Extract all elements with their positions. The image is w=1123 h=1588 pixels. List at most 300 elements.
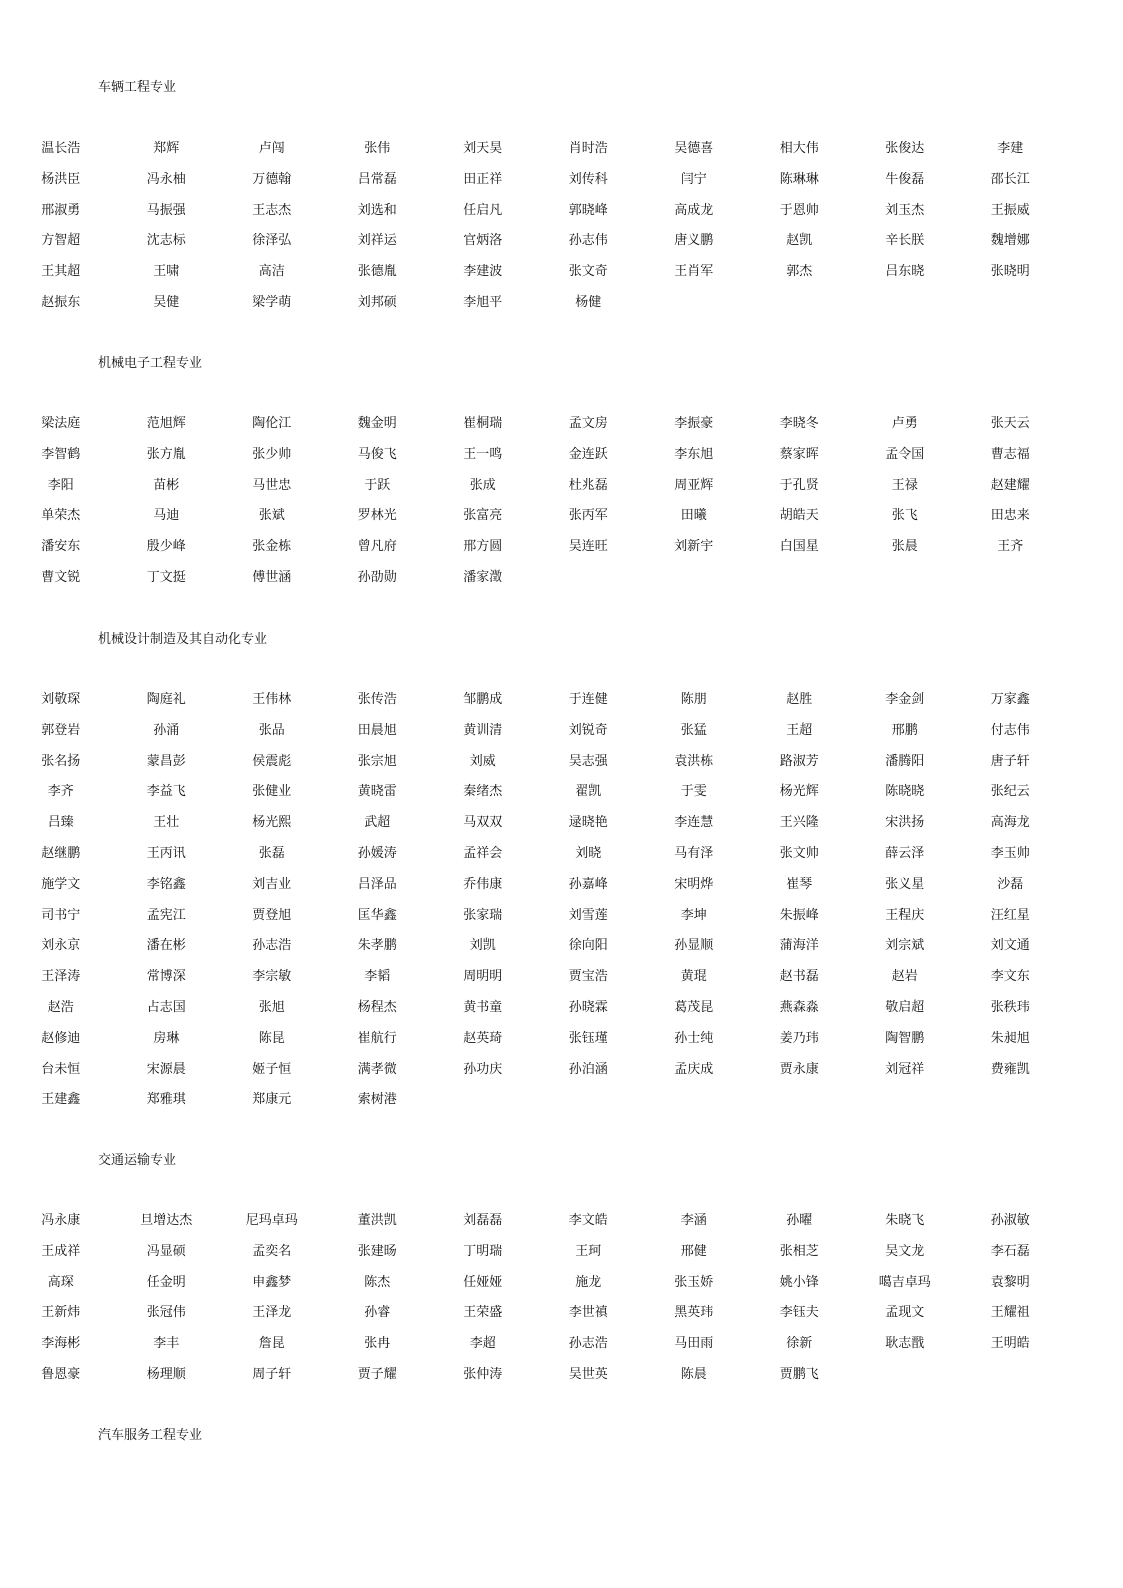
student-name: 相大伟 bbox=[779, 141, 819, 156]
student-name: 占志国 bbox=[146, 999, 186, 1015]
student-name: 刘冠祥 bbox=[885, 1061, 925, 1077]
student-name: 王荣盛 bbox=[463, 1305, 503, 1321]
student-name: 朱孝鹏 bbox=[357, 938, 397, 954]
student-name: 孙媛涛 bbox=[357, 845, 397, 861]
student-name: 刘文通 bbox=[990, 938, 1030, 954]
student-name: 旦增达杰 bbox=[140, 1213, 193, 1228]
student-name: 万家鑫 bbox=[990, 692, 1030, 707]
student-name: 孙泊涵 bbox=[568, 1061, 608, 1077]
student-name: 刘磊磊 bbox=[463, 1213, 503, 1228]
student-name: 张猛 bbox=[680, 722, 707, 738]
student-name: 崔桐瑞 bbox=[463, 416, 503, 431]
section-title-mechatronics: 机械电子工程专业 bbox=[98, 356, 203, 371]
student-name: 赵胜 bbox=[786, 692, 813, 707]
student-name: 索树港 bbox=[357, 1092, 397, 1108]
student-name: 崔琴 bbox=[786, 876, 813, 892]
student-name: 陶智鹏 bbox=[885, 1030, 925, 1046]
student-name: 孙志伟 bbox=[568, 233, 608, 249]
student-name: 闫宁 bbox=[680, 171, 707, 187]
student-name: 张秩玮 bbox=[990, 999, 1030, 1015]
student-name: 冯显硕 bbox=[146, 1243, 186, 1259]
student-name: 翟凯 bbox=[575, 784, 602, 800]
student-name: 潘安东 bbox=[41, 539, 81, 555]
student-name: 郑雅琪 bbox=[146, 1092, 186, 1108]
student-name: 张富亮 bbox=[463, 508, 503, 524]
student-name: 孟现文 bbox=[885, 1305, 925, 1321]
student-name: 敬启超 bbox=[885, 999, 925, 1015]
student-name: 孟祥会 bbox=[463, 845, 503, 861]
student-name: 张钰瑾 bbox=[568, 1030, 608, 1046]
student-name: 徐泽弘 bbox=[252, 233, 292, 249]
student-name: 孙士纯 bbox=[674, 1030, 714, 1046]
student-name: 李世禛 bbox=[568, 1305, 608, 1321]
student-name: 卢勇 bbox=[891, 416, 918, 431]
student-name: 李玉帅 bbox=[990, 845, 1030, 861]
student-name: 田晨旭 bbox=[357, 722, 397, 738]
student-name: 张旭 bbox=[258, 999, 285, 1015]
student-name: 贾登旭 bbox=[252, 907, 292, 923]
student-name: 施龙 bbox=[575, 1274, 602, 1290]
student-name: 秦绪杰 bbox=[463, 784, 503, 800]
student-name: 张义星 bbox=[885, 876, 925, 892]
student-name: 李建波 bbox=[463, 264, 503, 280]
student-name: 孙显顺 bbox=[674, 938, 714, 954]
student-name: 姬子恒 bbox=[252, 1061, 292, 1077]
student-name: 陶伦江 bbox=[252, 416, 292, 431]
student-name: 袁黎明 bbox=[990, 1274, 1030, 1290]
student-name: 高成龙 bbox=[674, 202, 714, 218]
student-name: 任启凡 bbox=[463, 202, 503, 218]
student-name: 刘吉业 bbox=[252, 876, 292, 892]
student-name: 李晓冬 bbox=[779, 416, 819, 431]
student-name: 王振威 bbox=[990, 202, 1030, 218]
student-name: 姚小锋 bbox=[779, 1274, 819, 1290]
student-name: 张伟 bbox=[364, 141, 391, 156]
student-name: 丁文挺 bbox=[146, 569, 186, 585]
student-name: 陈杰 bbox=[364, 1274, 391, 1290]
student-name: 王珂 bbox=[575, 1243, 602, 1259]
student-name: 台未恒 bbox=[41, 1061, 81, 1077]
student-name: 徐新 bbox=[786, 1336, 813, 1352]
student-name: 武超 bbox=[364, 815, 391, 831]
student-name: 郭杰 bbox=[786, 264, 813, 280]
student-name: 任金明 bbox=[146, 1274, 186, 1290]
student-name: 吕泽品 bbox=[357, 876, 397, 892]
section-title-transportation: 交通运输专业 bbox=[98, 1153, 177, 1168]
student-name: 李涵 bbox=[680, 1213, 707, 1228]
student-name: 张建旸 bbox=[357, 1243, 397, 1259]
student-name: 王建鑫 bbox=[41, 1092, 81, 1108]
student-name: 辛长朕 bbox=[885, 233, 925, 249]
student-name: 施学文 bbox=[41, 876, 81, 892]
student-name: 冯永康 bbox=[41, 1213, 81, 1228]
student-name: 王肖军 bbox=[674, 264, 714, 280]
student-name: 吴连旺 bbox=[568, 539, 608, 555]
student-name: 唐义鹏 bbox=[674, 233, 714, 249]
student-name: 李超 bbox=[469, 1336, 496, 1352]
student-name: 李连慧 bbox=[674, 815, 714, 831]
student-name: 张文帅 bbox=[779, 845, 819, 861]
student-name: 于连健 bbox=[568, 692, 608, 707]
student-name: 魏金明 bbox=[357, 416, 397, 431]
name-grid-mechanical-design bbox=[8, 690, 1063, 1121]
student-name: 姜乃玮 bbox=[779, 1030, 819, 1046]
student-name: 李东旭 bbox=[674, 446, 714, 462]
student-name: 李韬 bbox=[364, 969, 391, 985]
student-name: 范旭辉 bbox=[146, 416, 186, 431]
student-name: 邵长江 bbox=[990, 171, 1030, 187]
student-name: 张纪云 bbox=[990, 784, 1030, 800]
student-name: 周子轩 bbox=[252, 1366, 292, 1382]
student-name: 魏增娜 bbox=[990, 233, 1030, 249]
student-name: 张传浩 bbox=[357, 692, 397, 707]
student-name: 王成祥 bbox=[41, 1243, 81, 1259]
student-name: 赵英琦 bbox=[463, 1030, 503, 1046]
student-name: 孟文房 bbox=[568, 416, 608, 431]
student-name: 任娅娅 bbox=[463, 1274, 503, 1290]
student-name: 孙曜 bbox=[786, 1213, 813, 1228]
student-name: 刘传科 bbox=[568, 171, 608, 187]
student-name: 于恩帅 bbox=[779, 202, 819, 218]
student-name: 邹鹏成 bbox=[463, 692, 503, 707]
student-name: 杨程杰 bbox=[357, 999, 397, 1015]
student-name: 苗彬 bbox=[153, 477, 180, 493]
student-name: 陈晓晓 bbox=[885, 784, 925, 800]
student-name: 沙磊 bbox=[997, 876, 1024, 892]
student-name: 刘邦硕 bbox=[357, 294, 397, 310]
student-name: 马迪 bbox=[153, 508, 180, 524]
student-name: 费雍凯 bbox=[990, 1061, 1030, 1077]
student-name: 司书宁 bbox=[41, 907, 81, 923]
student-name: 李益飞 bbox=[146, 784, 186, 800]
student-name: 李石磊 bbox=[990, 1243, 1030, 1259]
student-name: 梁学萌 bbox=[252, 294, 292, 310]
student-name: 吴世英 bbox=[568, 1366, 608, 1382]
student-name: 胡皓天 bbox=[779, 508, 819, 524]
student-name: 黄琨 bbox=[680, 969, 707, 985]
student-name: 郑康元 bbox=[252, 1092, 292, 1108]
student-name: 张俊达 bbox=[885, 141, 925, 156]
student-name: 赵书磊 bbox=[779, 969, 819, 985]
student-name: 王禄 bbox=[891, 477, 918, 493]
student-name: 王其超 bbox=[41, 264, 81, 280]
student-name: 孙功庆 bbox=[463, 1061, 503, 1077]
student-name: 刘敬琛 bbox=[41, 692, 81, 707]
student-name: 徐向阳 bbox=[568, 938, 608, 954]
student-name: 张玉娇 bbox=[674, 1274, 714, 1290]
student-name: 黄晓雷 bbox=[357, 784, 397, 800]
student-name: 刘威 bbox=[469, 753, 496, 769]
student-name: 王啸 bbox=[153, 264, 180, 280]
student-name: 宋明烨 bbox=[674, 876, 714, 892]
student-name: 王伟林 bbox=[252, 692, 292, 707]
student-name: 王壮 bbox=[153, 815, 180, 831]
student-name: 沈志标 bbox=[146, 233, 186, 249]
student-name: 匡华鑫 bbox=[357, 907, 397, 923]
student-name: 汪红星 bbox=[990, 907, 1030, 923]
student-name: 傅世涵 bbox=[252, 569, 292, 585]
student-name: 吕常磊 bbox=[357, 171, 397, 187]
student-name: 贾宝浩 bbox=[568, 969, 608, 985]
student-name: 刘祥运 bbox=[357, 233, 397, 249]
student-name: 孟奕名 bbox=[252, 1243, 292, 1259]
student-name: 高洁 bbox=[258, 264, 285, 280]
student-name: 张成 bbox=[469, 477, 496, 493]
student-name: 袁洪栋 bbox=[674, 753, 714, 769]
student-name: 鲁恩豪 bbox=[41, 1366, 81, 1382]
student-name: 方智超 bbox=[41, 233, 81, 249]
student-name: 吴健 bbox=[153, 294, 180, 310]
student-name: 丁明瑞 bbox=[463, 1243, 503, 1259]
student-name: 张飞 bbox=[891, 508, 918, 524]
student-name: 孙淑敏 bbox=[990, 1213, 1030, 1228]
student-name: 孟庆成 bbox=[674, 1061, 714, 1077]
student-name: 高琛 bbox=[47, 1274, 74, 1290]
student-name: 张冉 bbox=[364, 1336, 391, 1352]
student-name: 耿志戬 bbox=[885, 1336, 925, 1352]
student-name: 王一鸣 bbox=[463, 446, 503, 462]
student-name: 蒙昌彭 bbox=[146, 753, 186, 769]
student-name: 刘玉杰 bbox=[885, 202, 925, 218]
student-name: 贾永康 bbox=[779, 1061, 819, 1077]
student-name: 李旭平 bbox=[463, 294, 503, 310]
student-name: 李钰夫 bbox=[779, 1305, 819, 1321]
student-name: 常博深 bbox=[146, 969, 186, 985]
student-name: 杨理顺 bbox=[146, 1366, 186, 1382]
student-name: 于跃 bbox=[364, 477, 391, 493]
student-name: 卢闯 bbox=[258, 141, 285, 156]
student-name: 吕东晓 bbox=[885, 264, 925, 280]
student-name: 陈琳琳 bbox=[779, 171, 819, 187]
student-name: 蒲海洋 bbox=[779, 938, 819, 954]
student-name: 黄训清 bbox=[463, 722, 503, 738]
student-name: 郭晓峰 bbox=[568, 202, 608, 218]
student-name: 蔡家晖 bbox=[779, 446, 819, 462]
student-name: 侯震彪 bbox=[252, 753, 292, 769]
student-name: 张少帅 bbox=[252, 446, 292, 462]
student-name: 陶庭礼 bbox=[146, 692, 186, 707]
student-name: 宋洪扬 bbox=[885, 815, 925, 831]
student-name: 马俊飞 bbox=[357, 446, 397, 462]
student-name: 马振强 bbox=[146, 202, 186, 218]
student-name: 曹志福 bbox=[990, 446, 1030, 462]
student-name: 孙晓霖 bbox=[568, 999, 608, 1015]
student-name: 王齐 bbox=[997, 539, 1024, 555]
student-name: 刘雪莲 bbox=[568, 907, 608, 923]
student-name: 张文奇 bbox=[568, 264, 608, 280]
student-name: 李宗敏 bbox=[252, 969, 292, 985]
student-name: 王志杰 bbox=[252, 202, 292, 218]
student-name: 陈朋 bbox=[680, 692, 707, 707]
student-name: 田忠来 bbox=[990, 508, 1030, 524]
student-name: 李振豪 bbox=[674, 416, 714, 431]
student-name: 李建 bbox=[997, 141, 1024, 156]
student-name: 高海龙 bbox=[990, 815, 1030, 831]
name-grid-vehicle-engineering bbox=[8, 139, 1063, 324]
student-name: 金连跃 bbox=[568, 446, 608, 462]
student-name: 朱振峰 bbox=[779, 907, 819, 923]
student-name: 冯永柚 bbox=[146, 171, 186, 187]
student-name: 路淑芳 bbox=[779, 753, 819, 769]
student-name: 王耀祖 bbox=[990, 1305, 1030, 1321]
student-name: 赵振东 bbox=[41, 294, 81, 310]
student-name: 赵继鹏 bbox=[41, 845, 81, 861]
student-name: 付志伟 bbox=[990, 722, 1030, 738]
student-name: 张晓明 bbox=[990, 264, 1030, 280]
student-name: 满孝微 bbox=[357, 1061, 397, 1077]
student-name: 孙睿 bbox=[364, 1305, 391, 1321]
student-name: 杨洪臣 bbox=[41, 171, 81, 187]
student-name: 李文皓 bbox=[568, 1213, 608, 1228]
student-name: 贾鹏飞 bbox=[779, 1366, 819, 1382]
section-title-vehicle-engineering: 车辆工程专业 bbox=[98, 80, 177, 95]
student-name: 郑辉 bbox=[153, 141, 180, 156]
student-name: 张晨 bbox=[891, 539, 918, 555]
student-name: 张金栋 bbox=[252, 539, 292, 555]
student-name: 潘家澂 bbox=[463, 569, 503, 585]
student-name: 刘宗斌 bbox=[885, 938, 925, 954]
student-name: 王超 bbox=[786, 722, 813, 738]
student-name: 单荣杰 bbox=[41, 508, 81, 524]
name-grid-mechatronics bbox=[8, 414, 1063, 599]
student-name: 王程庆 bbox=[885, 907, 925, 923]
student-name: 张天云 bbox=[990, 416, 1030, 431]
student-name: 田曦 bbox=[680, 508, 707, 524]
student-name: 孙涌 bbox=[153, 722, 180, 738]
student-name: 孙劭勋 bbox=[357, 569, 397, 585]
student-name: 孟宪江 bbox=[146, 907, 186, 923]
student-name: 罗林光 bbox=[357, 508, 397, 524]
student-name: 申鑫梦 bbox=[252, 1274, 292, 1290]
student-name: 殷少峰 bbox=[146, 539, 186, 555]
student-name: 白国星 bbox=[779, 539, 819, 555]
student-name: 赵凯 bbox=[786, 233, 813, 249]
student-name: 于雯 bbox=[680, 784, 707, 800]
student-name: 孙志浩 bbox=[252, 938, 292, 954]
student-name: 薛云泽 bbox=[885, 845, 925, 861]
student-name: 马世忠 bbox=[252, 477, 292, 493]
student-name: 王泽涛 bbox=[41, 969, 81, 985]
student-name: 牛俊磊 bbox=[885, 171, 925, 187]
section-title-mechanical-design: 机械设计制造及其自动化专业 bbox=[98, 632, 268, 647]
student-name: 李阳 bbox=[47, 477, 74, 493]
student-name: 于孔贤 bbox=[779, 477, 819, 493]
student-name: 王兴隆 bbox=[779, 815, 819, 831]
student-name: 孙嘉峰 bbox=[568, 876, 608, 892]
student-name: 张名扬 bbox=[41, 753, 81, 769]
student-name: 赵修迪 bbox=[41, 1030, 81, 1046]
student-name: 马田雨 bbox=[674, 1336, 714, 1352]
student-name: 李海彬 bbox=[41, 1336, 81, 1352]
student-name: 葛茂昆 bbox=[674, 999, 714, 1015]
student-name: 曾凡府 bbox=[357, 539, 397, 555]
student-name: 董洪凯 bbox=[357, 1213, 397, 1228]
name-grid-transportation bbox=[8, 1211, 1063, 1396]
student-name: 刘新宇 bbox=[674, 539, 714, 555]
student-name: 张丙军 bbox=[568, 508, 608, 524]
student-name: 孙志浩 bbox=[568, 1336, 608, 1352]
student-name: 张健业 bbox=[252, 784, 292, 800]
student-name: 温长浩 bbox=[41, 141, 81, 156]
student-name: 刘永京 bbox=[41, 938, 81, 954]
student-name: 乔伟康 bbox=[463, 876, 503, 892]
student-name: 朱晓飞 bbox=[885, 1213, 925, 1228]
student-name: 张磊 bbox=[258, 845, 285, 861]
student-name: 贾子耀 bbox=[357, 1366, 397, 1382]
student-name: 杨健 bbox=[575, 294, 602, 310]
student-name: 王泽龙 bbox=[252, 1305, 292, 1321]
student-name: 梁法庭 bbox=[41, 416, 81, 431]
student-name: 邢健 bbox=[680, 1243, 707, 1259]
section-title-automotive-service: 汽车服务工程专业 bbox=[98, 1428, 203, 1443]
student-name: 逯晓艳 bbox=[568, 815, 608, 831]
student-name: 潘腾阳 bbox=[885, 753, 925, 769]
student-name: 张家瑞 bbox=[463, 907, 503, 923]
student-name: 李齐 bbox=[47, 784, 74, 800]
student-name: 张方胤 bbox=[146, 446, 186, 462]
student-name: 李文东 bbox=[990, 969, 1030, 985]
student-name: 房琳 bbox=[153, 1030, 180, 1046]
student-name: 周亚辉 bbox=[674, 477, 714, 493]
student-name: 刘天昊 bbox=[463, 141, 503, 156]
student-name: 万德翰 bbox=[252, 171, 292, 187]
student-name: 赵建耀 bbox=[990, 477, 1030, 493]
student-name: 马双双 bbox=[463, 815, 503, 831]
student-name: 潘在彬 bbox=[146, 938, 186, 954]
student-name: 周明明 bbox=[463, 969, 503, 985]
student-name: 李丰 bbox=[153, 1336, 180, 1352]
student-name: 赵浩 bbox=[47, 999, 74, 1015]
student-name: 张冠伟 bbox=[146, 1305, 186, 1321]
student-name: 吴文龙 bbox=[885, 1243, 925, 1259]
student-name: 吴志强 bbox=[568, 753, 608, 769]
student-name: 朱昶旭 bbox=[990, 1030, 1030, 1046]
student-name: 张相芝 bbox=[779, 1243, 819, 1259]
student-name: 李金剑 bbox=[885, 692, 925, 707]
student-name: 马有泽 bbox=[674, 845, 714, 861]
student-name: 宋源晨 bbox=[146, 1061, 186, 1077]
student-name: 王丙讯 bbox=[146, 845, 186, 861]
student-name: 李坤 bbox=[680, 907, 707, 923]
student-name: 杜兆磊 bbox=[568, 477, 608, 493]
student-name: 王新炜 bbox=[41, 1305, 81, 1321]
student-name: 陈晨 bbox=[680, 1366, 707, 1382]
student-name: 邢方圆 bbox=[463, 539, 503, 555]
student-name: 张德胤 bbox=[357, 264, 397, 280]
student-name: 郭登岩 bbox=[41, 722, 81, 738]
student-name: 吕臻 bbox=[47, 815, 74, 831]
student-name: 刘晓 bbox=[575, 845, 602, 861]
student-name: 邢鹏 bbox=[891, 722, 918, 738]
student-name: 尼玛卓玛 bbox=[245, 1213, 298, 1228]
student-name: 詹昆 bbox=[258, 1336, 285, 1352]
student-name: 张宗旭 bbox=[357, 753, 397, 769]
student-name: 孟令国 bbox=[885, 446, 925, 462]
student-name: 噶吉卓玛 bbox=[878, 1274, 931, 1290]
student-name: 燕森淼 bbox=[779, 999, 819, 1015]
student-name: 邢淑勇 bbox=[41, 202, 81, 218]
student-name: 李铭鑫 bbox=[146, 876, 186, 892]
student-name: 曹文锐 bbox=[41, 569, 81, 585]
student-name: 崔航行 bbox=[357, 1030, 397, 1046]
student-name: 肖时浩 bbox=[568, 141, 608, 156]
student-name: 田正祥 bbox=[463, 171, 503, 187]
student-name: 官炳洛 bbox=[463, 233, 503, 249]
student-name: 杨光辉 bbox=[779, 784, 819, 800]
student-name: 王明皓 bbox=[990, 1336, 1030, 1352]
student-name: 杨光熙 bbox=[252, 815, 292, 831]
student-name: 刘凯 bbox=[469, 938, 496, 954]
